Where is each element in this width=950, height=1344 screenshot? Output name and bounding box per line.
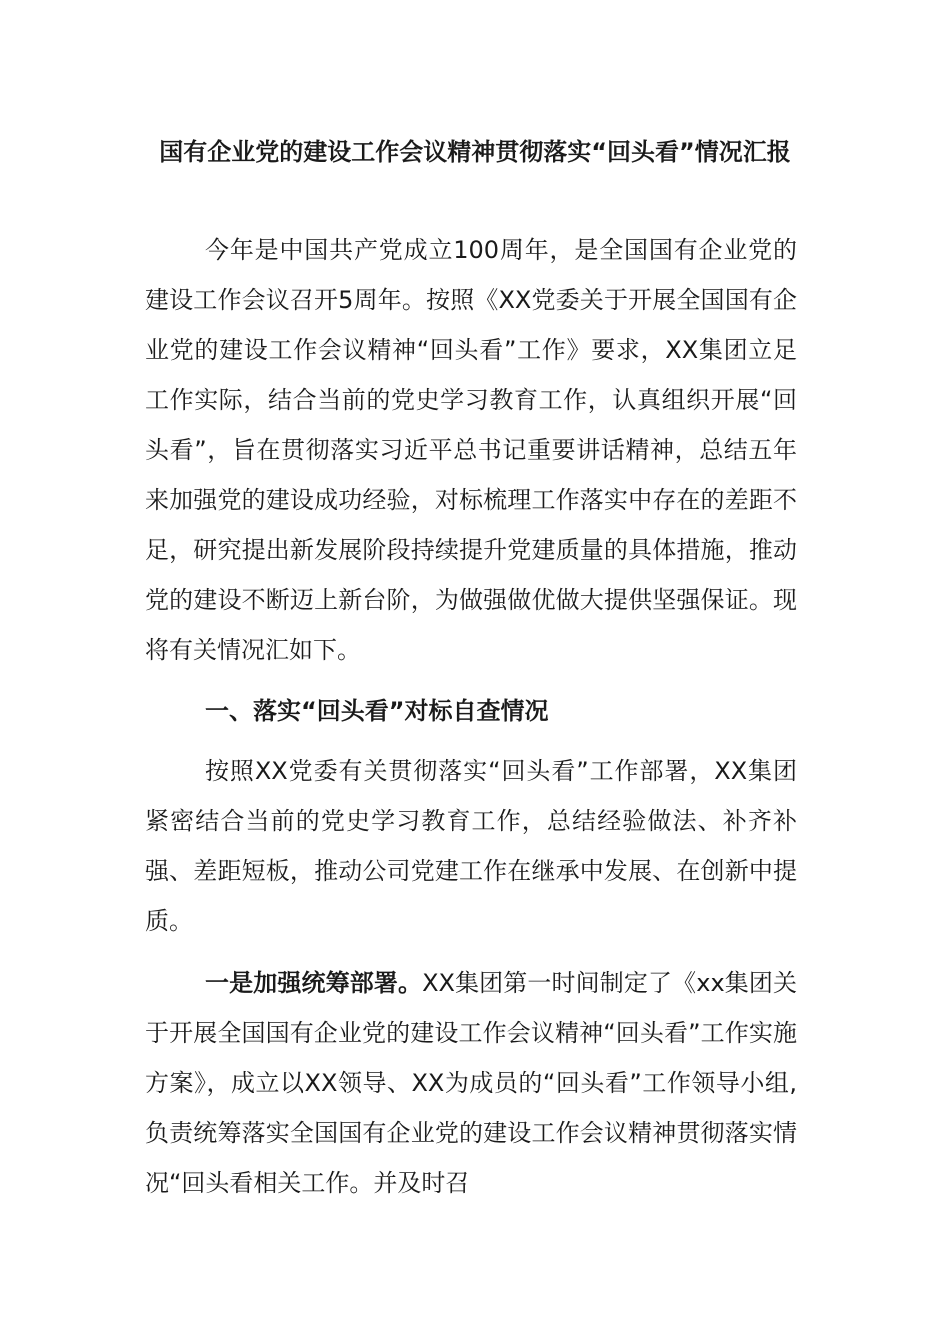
- intro-paragraph: 今年是中国共产党成立100周年，是全国国有企业党的建设工作会议召开5周年。按照《XX党委关于开展全国国有企业党的建设工作会议精神“回头看”工作》要求，XX集团立足工作实际，结合当前的党史学习教育工作，认真组织开展“回头看”，旨在贯彻落实习近平总书记重要讲话精神，总结五年来加强党的建设成功经验，对标梳理工作落实中存在的差距不足，研究提出新发展阶段持续提升党建质量的具体措施，推动党的建设不断迈上新台阶，为做强做优做大提供坚强保证。现将有关情况汇如下。: [145, 236, 797, 664]
- point1-lead: 一是加强统筹部署。: [205, 969, 423, 997]
- section-heading-1: 一、落实“回头看”对标自查情况: [205, 697, 549, 725]
- point1-paragraph: [145, 958, 797, 1208]
- section1-paragraph: 按照XX党委有关贯彻落实“回头看”工作部署，XX集团紧密结合当前的党史学习教育工作，总结经验做法、补齐补强、差距短板，推动公司党建工作在继承中发展、在创新中提质。: [145, 757, 797, 935]
- point1-body: XX集团第一时间制定了《xx集团关于开展全国国有企业党的建设工作会议精神“回头看”工作实施方案》，成立以XX领导、XX为成员的“回头看”工作领导小组,负责统筹落实全国国有企业党的建设工作会议精神贯彻落实情况“回头看相关工作。并及时召: [145, 969, 797, 1197]
- document-title: 国有企业党的建设工作会议精神贯彻落实“回头看”情况汇报: [159, 138, 791, 166]
